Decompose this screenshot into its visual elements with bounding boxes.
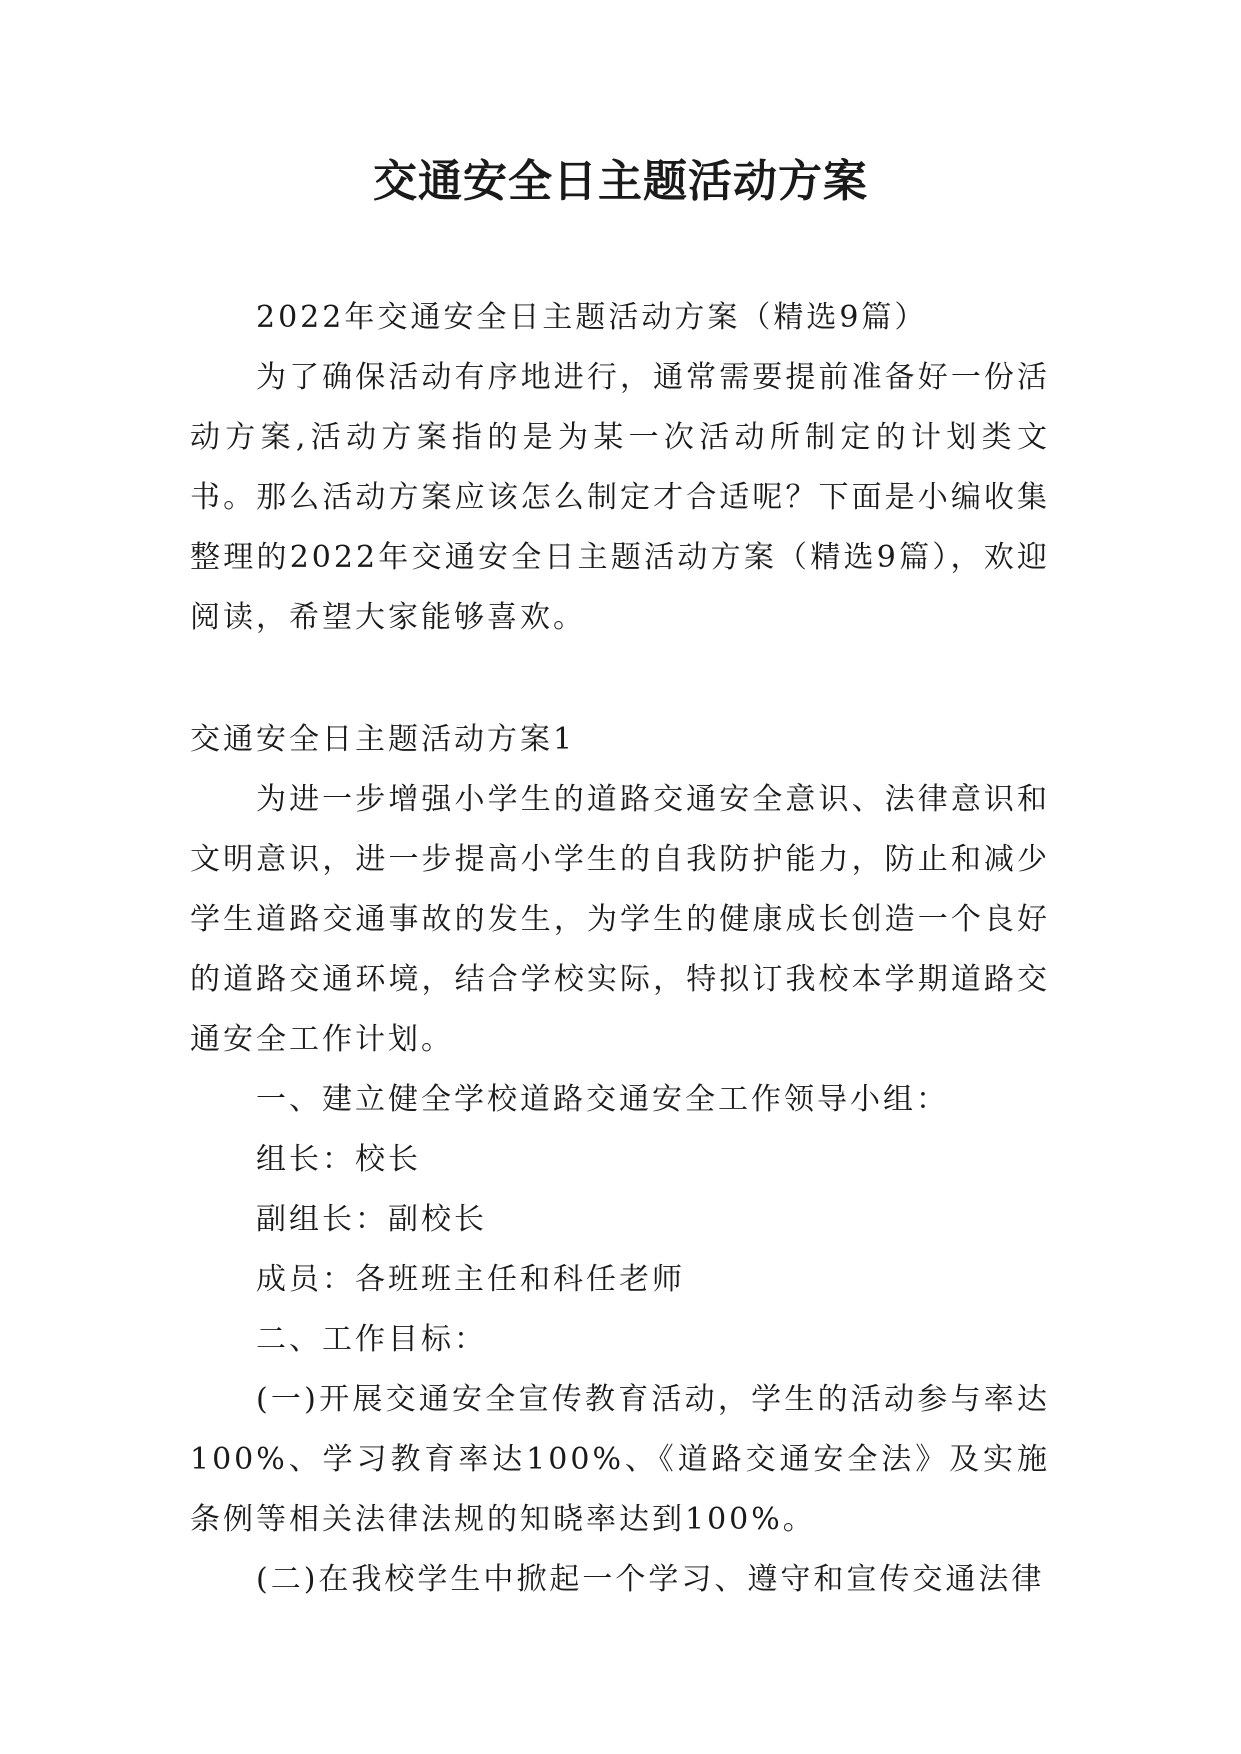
body-paragraph: (二)在我校学生中掀起一个学习、遵守和宣传交通法律: [256, 1562, 1045, 1597]
list-item: 组长：校长: [256, 1142, 421, 1177]
body-paragraph: 为进一步增强小学生的道路交通安全意识、法律意识和文明意识，进一步提高小学生的自我防护能力，防止和减少学生道路交通事故的发生，为学生的健康成长创造一个良好的道路交通环境，结合学校实际，特拟订我校本学期道路交通安全工作计划。: [190, 782, 1050, 1057]
list-heading: 二、工作目标：: [256, 1322, 487, 1357]
intro-paragraph: 为了确保活动有序地进行，通常需要提前准备好一份活动方案,活动方案指的是为某一次活动所制定的计划类文书。那么活动方案应该怎么制定才合适呢？下面是小编收集整理的2022年交通安全日主题活动方案（精选9篇），欢迎阅读，希望大家能够喜欢。: [190, 360, 1050, 635]
list-item: 成员：各班班主任和科任老师: [256, 1262, 685, 1297]
list-item: 副组长：副校长: [256, 1202, 487, 1237]
body-paragraph: (一)开展交通安全宣传教育活动，学生的活动参与率达100%、学习教育率达100%、《道路交通安全法》及实施条例等相关法律法规的知晓率达到100%。: [190, 1382, 1050, 1537]
page-title: 交通安全日主题活动方案: [373, 156, 868, 207]
section-heading: 交通安全日主题活动方案1: [190, 722, 576, 757]
document-body: [190, 288, 1050, 1610]
subtitle-paragraph: 2022年交通安全日主题活动方案（精选9篇）: [256, 300, 928, 335]
list-heading: 一、建立健全学校道路交通安全工作领导小组：: [256, 1082, 949, 1117]
